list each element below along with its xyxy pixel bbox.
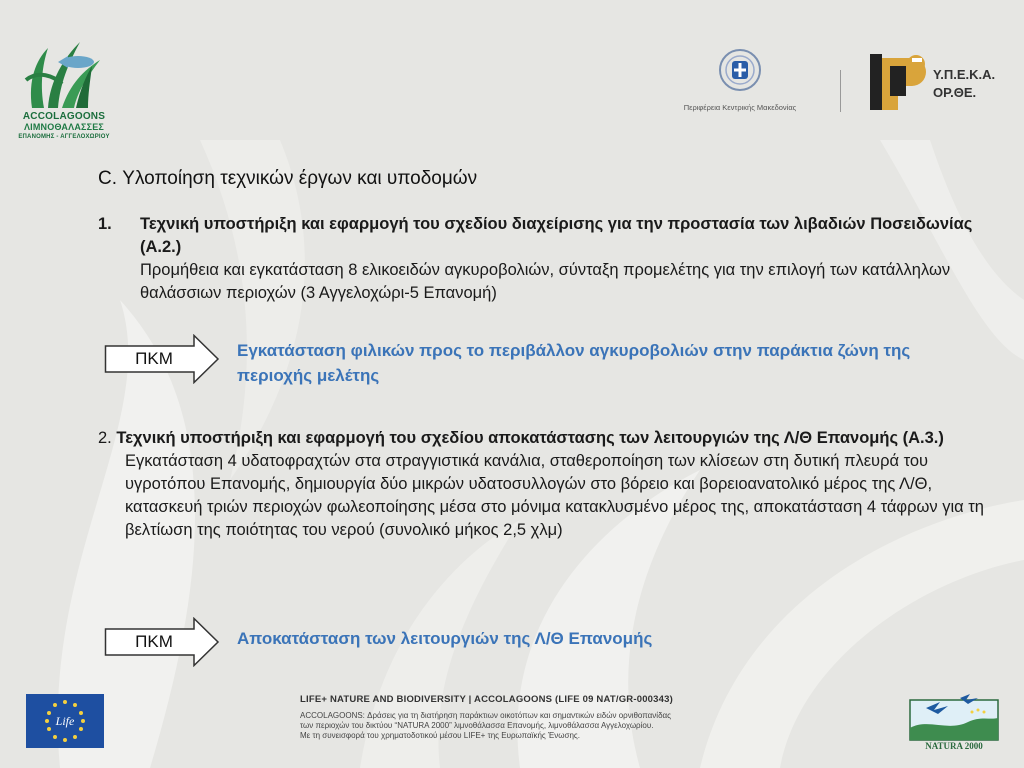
- footer-line-2: ACCOLAGOONS: Δράσεις για τη διατήρηση παράκτιων οικοτόπων και σημαντικών ειδών ορνιθοπανίδας: [300, 711, 672, 720]
- footer-line-4: Με τη συνεισφορά του χρηματοδοτικού μέσου LIFE+ της Ευρωπαϊκής Ένωσης.: [300, 731, 580, 740]
- pkm-label-1: ΠΚΜ: [135, 349, 173, 368]
- pkm-arrow-2: [104, 617, 220, 667]
- item-1-title: Τεχνική υποστήριξη και εφαρμογή του σχεδίου διαχείρισης για την προστασία των λιβαδιών Ποσειδωνίας (Α.2.): [140, 215, 973, 256]
- pkm-label-2: ΠΚΜ: [135, 632, 173, 651]
- item-2-title: Τεχνική υποστήριξη και εφαρμογή του σχεδίου αποκατάστασης των λειτουργιών της Λ/Θ Επανομής (Α.3.): [116, 429, 944, 447]
- pkm-arrow-1: [104, 334, 220, 384]
- footer-line-1: LIFE+ NATURE AND BIODIVERSITY | ACCOLAGOONS (LIFE 09 NAT/GR-000343): [300, 694, 673, 705]
- accolagoons-title: ACCOLAGOONS: [22, 111, 106, 122]
- item-2-outcome: Αποκατάσταση των λειτουργιών της Λ/Θ Επανομής: [237, 629, 653, 648]
- header-divider: [840, 70, 841, 112]
- item-2-description: Εγκατάσταση 4 υδατοφραχτών στα στραγγιστικά κανάλια, σταθεροποίηση των κλίσεων στη δυτική πλευρά του υγροτόπου Επανομής, δημιουργία δύο μικρών υδατοσυλλογών στο βόρειο και βορειοανατολικό μέρος της Λ/Θ, κατασκευή τριών περιοχών φωλεοποίησης μέσα στο μόνιμα κατακλυσμένο μέρος της, αποκατάσταση 4 τάφρων για τη βελτίωση της ποιότητας του νερού (συνολικό μήκος 2,5 χλμ): [125, 452, 984, 539]
- accolagoons-subtitle: ΛΙΜΝΟΘΑΛΑΣΣΕΣ: [23, 122, 105, 132]
- region-label: Περιφέρεια Κεντρικής Μακεδονίας: [683, 103, 797, 112]
- item-1-outcome: Εγκατάσταση φιλικών προς το περιβάλλον αγκυροβολιών στην παράκτια ζώνη της περιοχής μελέτης: [237, 341, 911, 385]
- accolagoons-logo: [18, 20, 110, 140]
- lagoon-plants-icon: [18, 20, 110, 112]
- section-title: C. Υλοποίηση τεχνικών έργων και υποδομών: [98, 168, 478, 189]
- footer-line-3: των περιοχών του δικτύου “NATURA 2000” λιμνοθάλασσα Επανομής, λιμνοθάλασσα Αγγελοχωρίου.: [300, 721, 654, 730]
- ypeka-line2: ΟΡ.ΘΕ.: [933, 85, 977, 100]
- region-logo: [665, 48, 815, 112]
- eu-life-logo: [26, 694, 104, 748]
- natura-2000-logo: [908, 688, 1000, 752]
- item-1-description: Προμήθεια και εγκατάσταση 8 ελικοειδών αγκυροβολιών, σύνταξη προμελέτης για την επιλογή των κατάλληλων θαλάσσιων περιοχών (3 Αγγελοχώρι-5 Επανομή): [140, 261, 951, 302]
- item-2: [98, 427, 1008, 542]
- ypeka-emblem-icon: [868, 48, 928, 114]
- item-1-number: 1.: [98, 215, 112, 233]
- item-2-number: 2.: [98, 429, 112, 447]
- footer-text: [300, 694, 840, 741]
- ypeka-line1: Υ.Π.Ε.Κ.Α.: [933, 67, 996, 82]
- natura-label: NATURA 2000: [925, 741, 983, 751]
- item-1: [98, 213, 1008, 305]
- ypeka-logo: [868, 48, 1008, 114]
- accolagoons-subtitle-2: ΕΠΑΝΟΜΗΣ - ΑΓΓΕΛΟΧΩΡΙΟΥ: [18, 134, 110, 140]
- greek-emblem-icon: [718, 48, 762, 92]
- life-logo-text: Life: [55, 714, 75, 728]
